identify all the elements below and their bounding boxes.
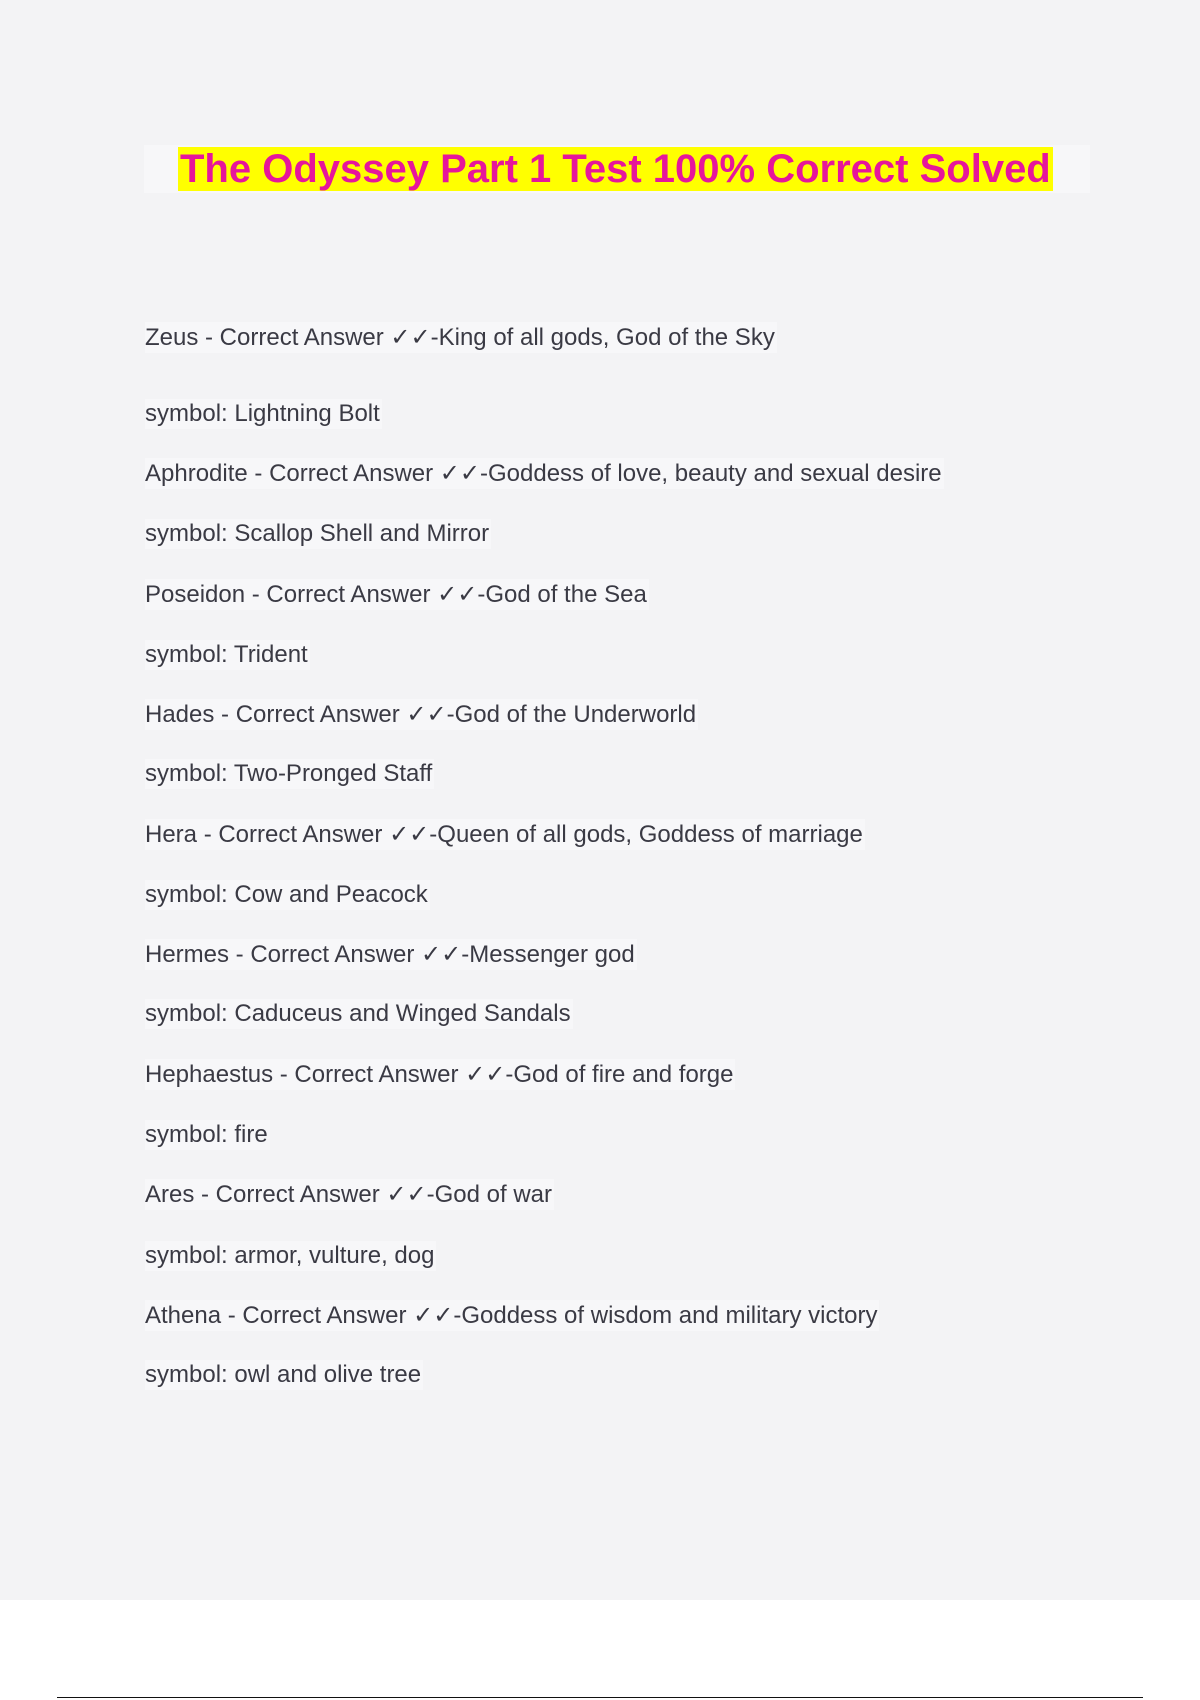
entry-symbol-athena: symbol: owl and olive tree bbox=[145, 1361, 422, 1388]
entry-answer-poseidon: Poseidon - Correct Answer ✓✓-God of the Sea bbox=[145, 581, 647, 608]
entry-symbol-zeus: symbol: Lightning Bolt bbox=[145, 400, 380, 427]
page-title: The Odyssey Part 1 Test 100% Correct Solved bbox=[180, 147, 1051, 191]
entry-symbol-hera: symbol: Cow and Peacock bbox=[145, 881, 428, 908]
entry-symbol-hermes: symbol: Caduceus and Winged Sandals bbox=[145, 1000, 571, 1027]
entry-symbol-poseidon: symbol: Trident bbox=[145, 641, 308, 668]
entry-symbol-hephaestus: symbol: fire bbox=[145, 1121, 268, 1148]
entry-answer-hermes: Hermes - Correct Answer ✓✓-Messenger god bbox=[145, 941, 635, 968]
footer-divider bbox=[57, 1697, 1143, 1698]
entry-symbol-aphrodite: symbol: Scallop Shell and Mirror bbox=[145, 520, 490, 547]
entry-answer-ares: Ares - Correct Answer ✓✓-God of war bbox=[145, 1181, 552, 1208]
entry-answer-zeus: Zeus - Correct Answer ✓✓-King of all gods, God of the Sky bbox=[145, 324, 775, 351]
entry-answer-aphrodite: Aphrodite - Correct Answer ✓✓-Goddess of love, beauty and sexual desire bbox=[145, 460, 942, 487]
entry-answer-hades: Hades - Correct Answer ✓✓-God of the Underworld bbox=[145, 701, 697, 728]
entry-symbol-hades: symbol: Two-Pronged Staff bbox=[145, 760, 433, 787]
entry-answer-athena: Athena - Correct Answer ✓✓-Goddess of wisdom and military victory bbox=[145, 1302, 878, 1329]
entry-symbol-ares: symbol: armor, vulture, dog bbox=[145, 1242, 435, 1269]
entry-answer-hephaestus: Hephaestus - Correct Answer ✓✓-God of fire and forge bbox=[145, 1061, 734, 1088]
entry-answer-hera: Hera - Correct Answer ✓✓-Queen of all gods, Goddess of marriage bbox=[145, 821, 863, 848]
